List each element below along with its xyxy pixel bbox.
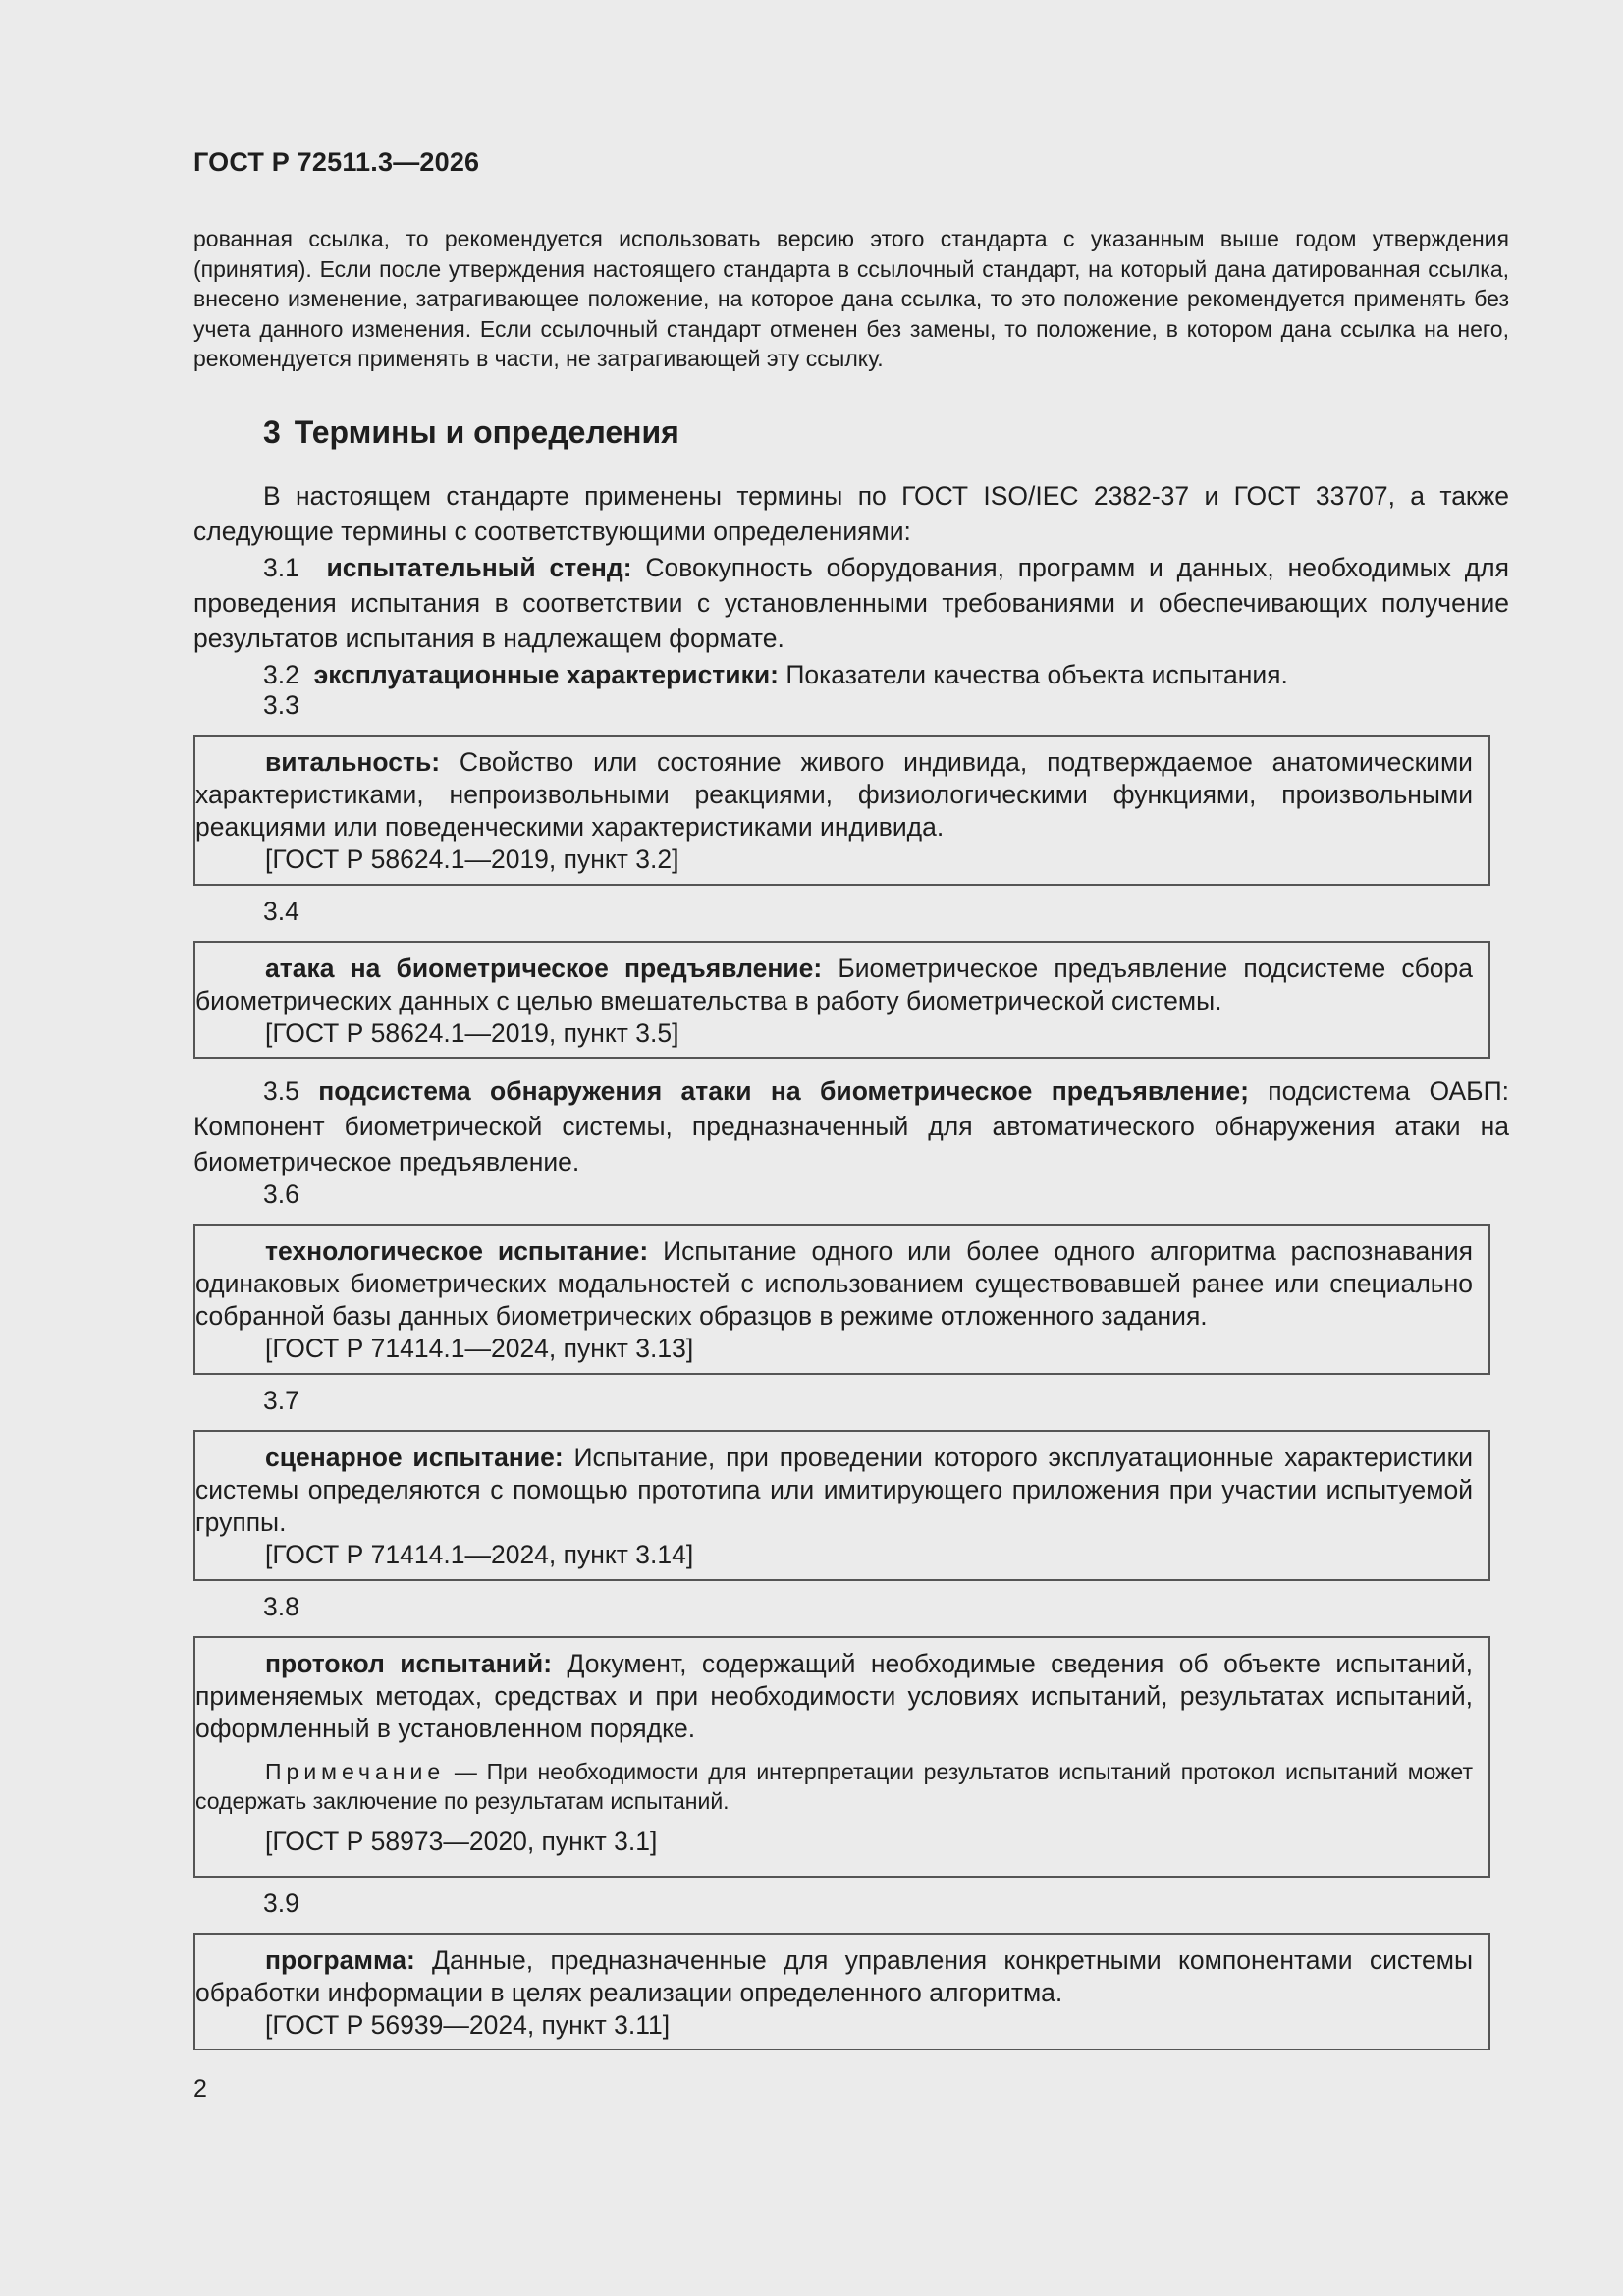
term-name: эксплуатационные характеристики: bbox=[313, 660, 779, 689]
term-name: сценарное испытание: bbox=[265, 1443, 564, 1472]
term-number: 3.2 bbox=[263, 660, 299, 689]
term-source-reference: [ГОСТ Р 58624.1—2019, пункт 3.2] bbox=[265, 845, 679, 874]
term-name: технологическое испытание: bbox=[265, 1236, 649, 1266]
term-box-3-9 bbox=[193, 1933, 1490, 2050]
term-definition-block bbox=[195, 737, 1473, 844]
term-definition: Испытание, при проведении которого эксплуатационные характеристики системы определяются с помощью прототипа или имитирующего приложения при участии испытуемой группы. bbox=[195, 1443, 1473, 1537]
section-number: 3 bbox=[263, 414, 281, 450]
term-definition: подсистема ОАБП: Компонент биометрической системы, предназначенный для автоматического обнаружения атаки на биометрическое предъявление. bbox=[193, 1076, 1509, 1176]
term-definition-block bbox=[195, 1638, 1473, 1745]
term-definition: Показатели качества объекта испытания. bbox=[778, 660, 1288, 689]
term-box-3-6 bbox=[193, 1224, 1490, 1375]
term-number-3-3: 3.3 bbox=[263, 690, 299, 720]
term-definition: Биометрическое предъявление подсистеме сбора биометрических данных с целью вмешательства в работу биометрической системы. bbox=[195, 954, 1473, 1015]
term-3-2 bbox=[193, 657, 1509, 692]
term-box-3-3 bbox=[193, 735, 1490, 886]
term-name: программа: bbox=[265, 1945, 415, 1975]
term-name: подсистема обнаружения атаки на биометрическое предъявление; bbox=[318, 1076, 1249, 1106]
term-definition: Испытание одного или более одного алгоритма распознавания одинаковых биометрических модальностей с использованием существовавшей ранее или специально собранной базы данных биометрических образцов в режиме отложенного задания. bbox=[195, 1236, 1474, 1331]
term-definition-block bbox=[195, 943, 1473, 1017]
term-number-3-8: 3.8 bbox=[263, 1592, 299, 1621]
term-number-3-9: 3.9 bbox=[263, 1888, 299, 1918]
term-source-reference: [ГОСТ Р 58624.1—2019, пункт 3.5] bbox=[265, 1018, 679, 1048]
page-number: 2 bbox=[193, 2075, 207, 2103]
term-source-reference: [ГОСТ Р 71414.1—2024, пункт 3.13] bbox=[265, 1334, 694, 1363]
term-name: протокол испытаний: bbox=[265, 1649, 553, 1678]
term-source-reference: [ГОСТ Р 58973—2020, пункт 3.1] bbox=[265, 1827, 658, 1856]
term-source-reference: [ГОСТ Р 71414.1—2024, пункт 3.14] bbox=[265, 1540, 694, 1569]
section-intro-paragraph: В настоящем стандарте применены термины по ГОСТ ISO/IEC 2382-37 и ГОСТ 33707, а также следующие термины с соответствующими определениями: bbox=[193, 481, 1509, 546]
term-box-3-7 bbox=[193, 1430, 1490, 1581]
term-number: 3.5 bbox=[263, 1076, 299, 1106]
term-definition: Свойство или состояние живого индивида, подтверждаемое анатомическими характеристиками, непроизвольными реакциями, физиологическими функциями, произвольными реакциями или поведенческими характеристиками индивида. bbox=[195, 747, 1473, 842]
term-box-3-8 bbox=[193, 1636, 1490, 1878]
term-definition-block bbox=[195, 1226, 1473, 1333]
term-note bbox=[195, 1757, 1473, 1816]
intro-paragraph: рованная ссылка, то рекомендуется использовать версию этого стандарта с указанным выше годом утверждения (принятия). Если после утверждения настоящего стандарта в ссылочный стандарт, на который дана датированная ссылка, внесено изменение, затрагивающее положение, на которое дана ссылка, то это положение рекомендуется применять без учета данного изменения. Если ссылочный стандарт отменен без замены, то положение, в котором дана ссылка на него, рекомендуется применять в части, не затрагивающей эту ссылку. bbox=[193, 226, 1509, 372]
document-code-header: ГОСТ Р 72511.3—2026 bbox=[193, 147, 480, 177]
note-label: Примечание bbox=[265, 1759, 446, 1784]
term-name: атака на биометрическое предъявление: bbox=[265, 954, 823, 983]
term-3-1 bbox=[193, 550, 1509, 656]
term-3-5 bbox=[193, 1073, 1509, 1179]
term-number: 3.1 bbox=[263, 553, 299, 582]
term-number-3-4: 3.4 bbox=[263, 897, 299, 926]
term-box-3-4 bbox=[193, 941, 1490, 1059]
section-title bbox=[263, 414, 679, 451]
term-source-reference: [ГОСТ Р 56939—2024, пункт 3.11] bbox=[265, 2010, 671, 2040]
term-definition: Данные, предназначенные для управления конкретными компонентами системы обработки информации в целях реализации определенного алгоритма. bbox=[195, 1945, 1473, 2007]
term-definition-block bbox=[195, 1432, 1473, 1539]
note-text: — При необходимости для интерпретации результатов испытаний протокол испытаний может содержать заключение по результатам испытаний. bbox=[195, 1759, 1473, 1814]
term-definition-block bbox=[195, 1935, 1473, 2009]
term-number-3-6: 3.6 bbox=[263, 1179, 299, 1209]
term-definition: Совокупность оборудования, программ и данных, необходимых для проведения испытания в соответствии с установленными требованиями и обеспечивающих получение результатов испытания в надлежащем формате. bbox=[193, 553, 1509, 653]
term-name: витальность: bbox=[265, 747, 441, 777]
term-definition: Документ, содержащий необходимые сведения об объекте испытаний, применяемых методах, средствах и при необходимости условиях испытаний, результатах испытаний, оформленный в установленном порядке. bbox=[195, 1649, 1473, 1743]
term-number-3-7: 3.7 bbox=[263, 1386, 299, 1415]
section-title-text: Термины и определения bbox=[294, 414, 679, 450]
term-name: испытательный стенд: bbox=[326, 553, 632, 582]
